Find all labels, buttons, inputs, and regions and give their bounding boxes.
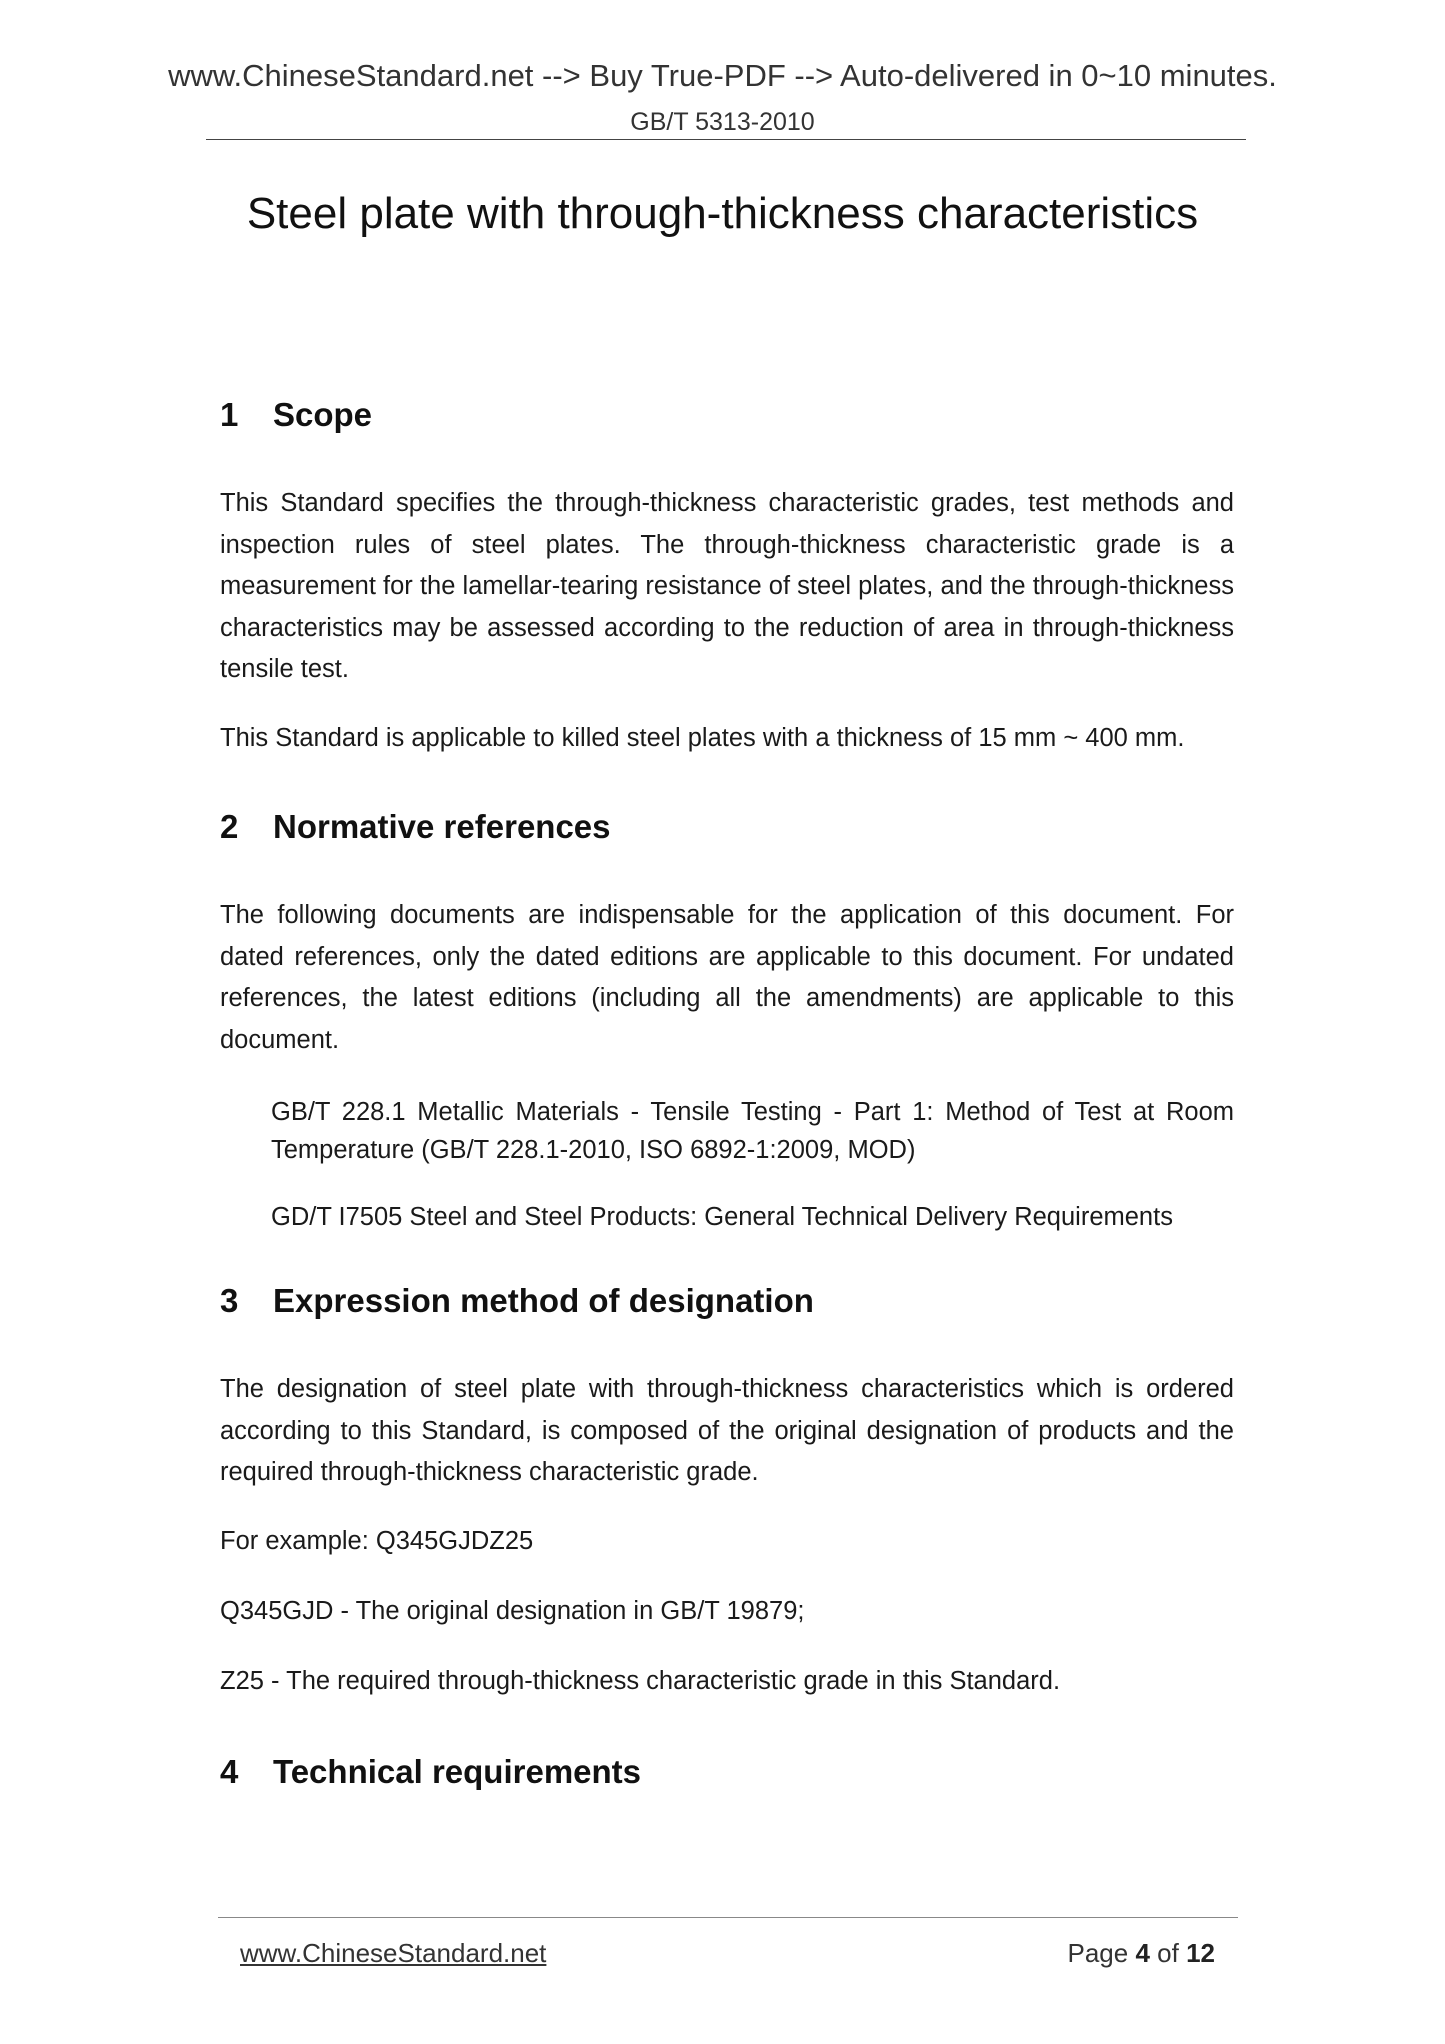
section-1-heading bbox=[220, 396, 372, 434]
page-current: 4 bbox=[1135, 1938, 1150, 1968]
page-total: 12 bbox=[1186, 1938, 1215, 1968]
header-divider bbox=[206, 139, 1246, 140]
document-title: Steel plate with through-thickness characteristics bbox=[246, 189, 1199, 238]
normative-paragraph: The following documents are indispensable for the application of this document. For dated references, only the dated editions are applicable to this document. For undated references, the latest editions (including all the amendments) are applicable to this document. bbox=[220, 901, 1234, 1054]
section-title: Expression method of designation bbox=[273, 1282, 814, 1319]
reference-item: GD/T I7505 Steel and Steel Products: General Technical Delivery Requirements bbox=[271, 1203, 1173, 1231]
scope-paragraph-2: This Standard is applicable to killed steel plates with a thickness of 15 mm ~ 400 mm. bbox=[220, 724, 1185, 752]
section-3-heading bbox=[220, 1282, 814, 1320]
top-banner[interactable]: www.ChineseStandard.net --> Buy True-PDF --> Auto-delivered in 0~10 minutes. bbox=[168, 58, 1277, 93]
section-4-heading bbox=[220, 1753, 641, 1791]
reference-item: GB/T 228.1 Metallic Materials - Tensile Testing - Part 1: Method of Test at Room Temperature (GB/T 228.1-2010, ISO 6892-1:2009, MOD) bbox=[271, 1098, 1234, 1164]
section-number: 4 bbox=[220, 1753, 239, 1790]
section-title: Technical requirements bbox=[273, 1753, 642, 1790]
page-of: of bbox=[1157, 1938, 1179, 1968]
designation-explanation-1: Q345GJD - The original designation in GB/T 19879; bbox=[220, 1597, 805, 1625]
section-title: Scope bbox=[273, 396, 373, 433]
page-prefix: Page bbox=[1067, 1938, 1129, 1968]
footer-website-link[interactable]: www.ChineseStandard.net bbox=[240, 1938, 547, 1968]
section-title: Normative references bbox=[273, 808, 611, 845]
section-number: 1 bbox=[220, 396, 239, 433]
designation-explanation-2: Z25 - The required through-thickness characteristic grade in this Standard. bbox=[220, 1667, 1061, 1695]
designation-paragraph: The designation of steel plate with through-thickness characteristics which is ordered according to this Standard, is composed of the original designation of products and the required through-thickness characteristic grade. bbox=[220, 1375, 1234, 1486]
section-2-heading bbox=[220, 808, 611, 846]
section-number: 3 bbox=[220, 1282, 239, 1319]
footer-divider bbox=[218, 1917, 1238, 1918]
section-number: 2 bbox=[220, 808, 239, 845]
standard-code: GB/T 5313-2010 bbox=[630, 108, 815, 136]
scope-paragraph-1: This Standard specifies the through-thickness characteristic grades, test methods and inspection rules of steel plates. The through-thickness characteristic grade is a measurement for the lamellar-tearing resistance of steel plates, and the through-thickness characteristics may be assessed according to the reduction of area in through-thickness tensile test. bbox=[220, 489, 1234, 683]
designation-example: For example: Q345GJDZ25 bbox=[220, 1527, 534, 1555]
page-indicator bbox=[1067, 1938, 1215, 1969]
